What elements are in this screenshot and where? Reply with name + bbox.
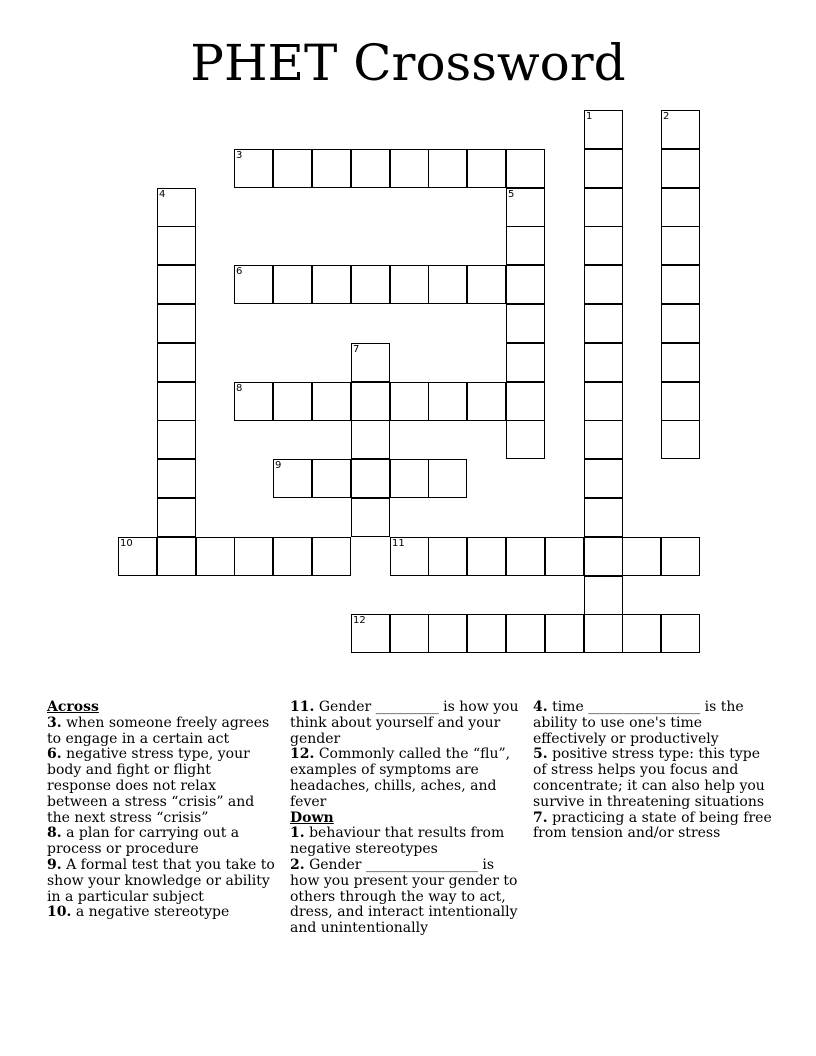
clue-across-8 <box>47 826 279 858</box>
grid-cell[interactable] <box>157 226 196 265</box>
clue-across-3 <box>47 716 279 748</box>
grid-cell[interactable] <box>351 343 390 382</box>
clue-text: practicing a state of being free from tension and/or stress <box>533 809 772 842</box>
grid-cell[interactable] <box>428 459 467 498</box>
clue-text: when someone freely agrees to engage in a certain act <box>47 714 270 747</box>
clue-down-7 <box>533 811 773 843</box>
grid-cell[interactable] <box>428 149 467 188</box>
grid-cell[interactable] <box>157 265 196 304</box>
grid-cell[interactable] <box>584 304 623 343</box>
grid-cell[interactable] <box>312 149 351 188</box>
grid-cell[interactable] <box>390 459 429 498</box>
grid-cell[interactable] <box>351 498 390 537</box>
clues-column-3 <box>533 700 773 842</box>
grid-cell[interactable] <box>661 149 700 188</box>
grid-cell[interactable] <box>584 188 623 227</box>
clue-number: 5. <box>533 746 548 763</box>
cell-number: 6 <box>236 266 243 277</box>
clue-number: 8. <box>47 825 62 842</box>
grid-cell[interactable] <box>506 149 545 188</box>
grid-cell[interactable] <box>157 420 196 459</box>
grid-cell[interactable] <box>584 343 623 382</box>
grid-cell[interactable] <box>351 265 390 304</box>
grid-cell[interactable] <box>506 382 545 421</box>
clues-column-2 <box>290 700 522 937</box>
cell-number: 5 <box>508 189 515 200</box>
clue-number: 7. <box>533 809 548 826</box>
clue-text: time ________________ is the ability to use one's time effectively or productively <box>533 699 744 747</box>
grid-cell[interactable] <box>390 149 429 188</box>
clues-column-1 <box>47 700 279 921</box>
grid-cell[interactable] <box>506 343 545 382</box>
grid-cell[interactable] <box>312 265 351 304</box>
grid-cell[interactable] <box>467 265 506 304</box>
clue-text: a plan for carrying out a process or procedure <box>47 825 240 858</box>
grid-cell[interactable] <box>428 537 467 576</box>
clue-number: 1. <box>290 825 305 842</box>
grid-cell[interactable] <box>584 576 623 615</box>
grid-cell[interactable] <box>584 537 623 576</box>
cell-number: 3 <box>236 150 243 161</box>
grid-cell[interactable] <box>351 614 390 653</box>
grid-cell[interactable] <box>157 498 196 537</box>
clue-number: 6. <box>47 746 62 763</box>
grid-cell[interactable] <box>506 304 545 343</box>
grid-cell[interactable] <box>661 110 700 149</box>
grid-cell[interactable] <box>506 614 545 653</box>
grid-cell[interactable] <box>273 459 312 498</box>
grid-cell[interactable] <box>157 537 196 576</box>
grid-cell[interactable] <box>661 614 700 653</box>
grid-cell[interactable] <box>506 265 545 304</box>
clue-text: positive stress type: this type of stress helps you focus and concentrate; it can also help you survive in threatening situations <box>533 746 765 810</box>
clue-text: Commonly called the “flu”, examples of symptoms are headaches, chills, aches, and fever <box>290 746 511 810</box>
cell-number: 2 <box>663 111 670 122</box>
clue-number: 10. <box>47 904 72 921</box>
clue-number: 9. <box>47 856 62 873</box>
grid-cell[interactable] <box>467 382 506 421</box>
clue-across-9 <box>47 858 279 905</box>
down-heading: Down <box>290 809 334 826</box>
across-heading: Across <box>47 699 99 715</box>
clue-text: behaviour that results from negative stereotypes <box>290 825 505 858</box>
grid-cell[interactable] <box>506 226 545 265</box>
clue-text: a negative stereotype <box>75 904 230 921</box>
grid-cell[interactable] <box>234 537 273 576</box>
grid-cell[interactable] <box>312 537 351 576</box>
grid-cell[interactable] <box>661 304 700 343</box>
grid-cell[interactable] <box>506 537 545 576</box>
clue-down-2 <box>290 858 522 937</box>
clue-across-12 <box>290 747 522 810</box>
clue-down-1 <box>290 826 522 858</box>
grid-cell[interactable] <box>506 420 545 459</box>
cell-number: 7 <box>353 344 360 355</box>
grid-cell[interactable] <box>622 614 661 653</box>
grid-cell[interactable] <box>584 420 623 459</box>
grid-cell[interactable] <box>661 188 700 227</box>
cell-number: 11 <box>392 538 405 549</box>
grid-cell[interactable] <box>234 265 273 304</box>
grid-cell[interactable] <box>196 537 235 576</box>
clue-text: Gender ________________ is how you present your gender to others through the way to act, dress, and interact intentionally and unintentionally <box>290 856 518 937</box>
cell-number: 4 <box>159 189 166 200</box>
grid-cell[interactable] <box>351 420 390 459</box>
grid-cell[interactable] <box>467 149 506 188</box>
grid-cell[interactable] <box>584 110 623 149</box>
grid-cell[interactable] <box>545 614 584 653</box>
grid-cell[interactable] <box>351 382 390 421</box>
cell-number: 10 <box>120 538 133 549</box>
page-title: PHET Crossword <box>190 34 626 92</box>
clue-text: Gender _________ is how you think about yourself and your gender <box>290 699 519 747</box>
clue-number: 12. <box>290 746 315 763</box>
clue-text: A formal test that you take to show your knowledge or ability in a particular subject <box>47 856 275 905</box>
grid-cell[interactable] <box>312 382 351 421</box>
clue-number: 2. <box>290 856 305 873</box>
grid-cell[interactable] <box>390 537 429 576</box>
grid-cell[interactable] <box>390 265 429 304</box>
grid-cell[interactable] <box>234 382 273 421</box>
grid-cell[interactable] <box>428 614 467 653</box>
cell-number: 1 <box>586 111 593 122</box>
cell-number: 9 <box>275 460 282 471</box>
grid-cell[interactable] <box>428 382 467 421</box>
grid-cell[interactable] <box>157 382 196 421</box>
grid-cell[interactable] <box>584 149 623 188</box>
grid-cell[interactable] <box>584 459 623 498</box>
grid-cell[interactable] <box>584 498 623 537</box>
grid-cell[interactable] <box>351 459 390 498</box>
grid-cell[interactable] <box>467 614 506 653</box>
grid-cell[interactable] <box>428 265 467 304</box>
clue-down-5 <box>533 747 773 810</box>
cell-number: 8 <box>236 383 243 394</box>
grid-cell[interactable] <box>584 614 623 653</box>
grid-cell[interactable] <box>584 265 623 304</box>
clue-across-10 <box>47 905 279 921</box>
grid-cell[interactable] <box>506 188 545 227</box>
clue-down-4 <box>533 700 773 747</box>
clue-text: negative stress type, your body and fight or flight response does not relax between a stress “crisis” and the next stress “crisis” <box>47 746 255 826</box>
grid-cell[interactable] <box>661 537 700 576</box>
grid-cell[interactable] <box>584 382 623 421</box>
clue-number: 4. <box>533 699 548 715</box>
grid-cell[interactable] <box>351 149 390 188</box>
grid-cell[interactable] <box>157 304 196 343</box>
clue-across-11 <box>290 700 522 747</box>
grid-cell[interactable] <box>312 459 351 498</box>
grid-cell[interactable] <box>157 343 196 382</box>
grid-cell[interactable] <box>273 537 312 576</box>
grid-cell[interactable] <box>157 188 196 227</box>
grid-cell[interactable] <box>661 343 700 382</box>
clue-number: 11. <box>290 699 315 715</box>
grid-cell[interactable] <box>661 382 700 421</box>
grid-cell[interactable] <box>273 149 312 188</box>
clue-number: 3. <box>47 714 62 731</box>
grid-cell[interactable] <box>118 537 157 576</box>
grid-cell[interactable] <box>661 420 700 459</box>
cell-number: 12 <box>353 615 366 626</box>
grid-cell[interactable] <box>390 382 429 421</box>
grid-cell[interactable] <box>157 459 196 498</box>
grid-cell[interactable] <box>234 149 273 188</box>
grid-cell[interactable] <box>622 537 661 576</box>
grid-cell[interactable] <box>273 382 312 421</box>
grid-cell[interactable] <box>467 537 506 576</box>
grid-cell[interactable] <box>273 265 312 304</box>
clue-across-6 <box>47 747 279 826</box>
grid-cell[interactable] <box>661 265 700 304</box>
grid-cell[interactable] <box>545 537 584 576</box>
grid-cell[interactable] <box>661 226 700 265</box>
grid-cell[interactable] <box>584 226 623 265</box>
grid-cell[interactable] <box>390 614 429 653</box>
